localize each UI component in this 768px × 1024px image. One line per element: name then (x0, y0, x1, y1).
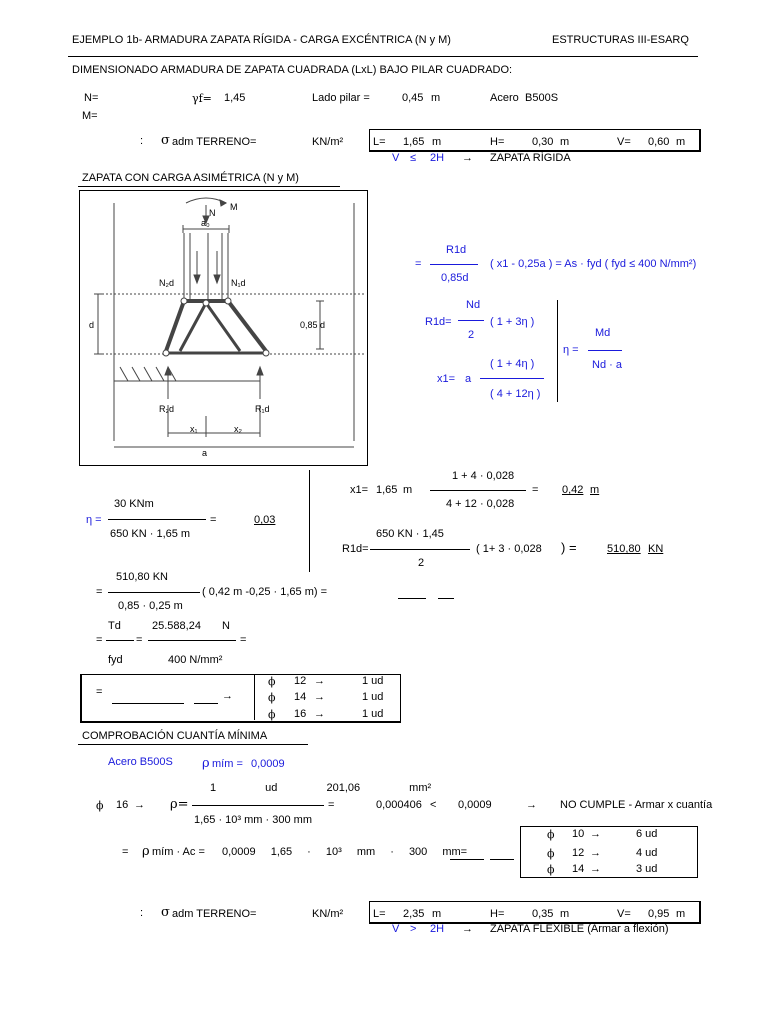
compare-2h: 2H (430, 152, 445, 164)
f4-lhs: η = (563, 344, 579, 356)
r1d-paren: ( 1+ 3 · 0,028 (476, 543, 542, 555)
bars1-arrow-icon: → (222, 690, 233, 702)
h-label: H= (490, 136, 505, 148)
phi-icon: ϕ (268, 708, 276, 721)
as-mid: = (136, 634, 143, 646)
t-result-unit-blank (438, 598, 454, 599)
label-m: M (230, 202, 238, 212)
section-title-min: COMPROBACIÓN CUANTÍA MÍNIMA (82, 730, 268, 742)
as-fraction-bar-a (106, 640, 134, 641)
label-n1d: N₁d (231, 278, 246, 288)
pilar-label: Lado pilar = (312, 92, 370, 104)
sigma-label: adm TERRENO= (172, 136, 257, 148)
x1-fraction-bar (430, 490, 526, 491)
r1d-fraction-bar (370, 549, 470, 550)
f4-num: Md (595, 327, 611, 339)
formula-separator (557, 300, 558, 402)
x1-l: 1,65 (376, 484, 398, 496)
bars1-blank-a (112, 703, 184, 704)
bar-diameter: 10 (572, 828, 585, 840)
x1-lhs: x1= (350, 484, 369, 496)
v-label: V= (617, 136, 631, 148)
ac-label: mím · Ac = (152, 846, 205, 858)
phi-icon: ϕ (547, 828, 555, 841)
phi-icon: ϕ (268, 675, 276, 688)
arrow-icon: → (462, 923, 473, 935)
bar-diameter: 16 (294, 708, 307, 720)
sigma-symbol: σ (161, 905, 170, 920)
rho-eq: ρ= (170, 797, 189, 812)
v-unit: m (676, 908, 686, 920)
compare-v: V (392, 152, 400, 164)
bar-diameter: 14 (572, 863, 585, 875)
section-underline (78, 744, 308, 745)
eta-result: 0,03 (254, 514, 276, 526)
phi-icon: ϕ (96, 799, 104, 812)
r1d-lhs: R1d= (342, 543, 369, 555)
l-unit: m (432, 908, 442, 920)
bar-count: 4 ud (636, 847, 658, 859)
t-fraction-bar (108, 592, 200, 593)
eta-lhs: η = (86, 514, 102, 526)
arrow-icon: → (590, 828, 601, 840)
phi-icon: ϕ (547, 847, 555, 860)
f2-num: Nd (466, 299, 481, 311)
h-value: 0,30 (532, 136, 554, 148)
section-underline (78, 186, 340, 187)
sigma-symbol: σ (161, 133, 170, 148)
bar-diameter: 12 (572, 847, 585, 859)
section-title-asym: ZAPATA CON CARGA ASIMÉTRICA (N y M) (82, 172, 299, 184)
f3-num: ( 1 + 4η ) (490, 358, 535, 370)
label-085d: 0,85 d (300, 320, 326, 330)
eta-den: 650 KN · 1,65 m (110, 528, 191, 540)
bars1-blank-b (194, 703, 218, 704)
l-unit: m (432, 136, 442, 148)
bars-table-1-divider (254, 674, 255, 720)
footing-type: ZAPATA RÍGIDA (490, 152, 571, 164)
f4-den: Nd · a (592, 359, 622, 371)
arrow-icon: → (314, 675, 325, 687)
sigma-unit: KN/m² (312, 136, 344, 148)
bar-count: 1 ud (362, 708, 384, 720)
bar-diameter: 16 (116, 799, 129, 811)
t-eq: = (96, 586, 103, 598)
phi-icon: ϕ (268, 691, 276, 704)
label-x2: x₂ (234, 424, 242, 434)
rho-den: 1,65 · 10³ mm · 300 mm (194, 814, 312, 826)
pilar-unit: m (431, 92, 441, 104)
l-label: L= (373, 136, 386, 148)
bars-table-1 (80, 674, 401, 723)
rho-num: 1 ud 201,06 mm² (210, 782, 432, 794)
f4-fraction-bar (588, 350, 622, 351)
ac-expr: 0,0009 1,65 · 10³ mm · 300 mm= (222, 846, 468, 858)
lt-symbol: < (430, 799, 437, 811)
f2-den: 2 (468, 329, 475, 341)
ac-blank-a (450, 859, 484, 860)
rho-fraction-bar (192, 805, 324, 806)
t-num: 510,80 KN (116, 571, 168, 583)
document-title: EJEMPLO 1b- ARMADURA ZAPATA RÍGIDA - CARGA EXCÉNTRICA (N y M) (72, 34, 451, 46)
r1d-result-unit: KN (648, 543, 664, 555)
f1-eq: = (415, 258, 422, 270)
f1-den: 0,85d (441, 272, 469, 284)
sigma-unit: KN/m² (312, 908, 344, 920)
acero-label: Acero (490, 92, 519, 104)
f1-rest: ( x1 - 0,25a ) = As · fyd ( fyd ≤ 400 N/mm²) (490, 258, 697, 270)
as-num-c: N (222, 620, 230, 632)
bar-count: 3 ud (636, 863, 658, 875)
header-rule (68, 56, 698, 57)
h-label: H= (490, 908, 505, 920)
label-n2d: N₂d (159, 278, 174, 288)
rho-symbol: ρ (142, 844, 150, 859)
bar-count: 1 ud (362, 675, 384, 687)
x1-result-unit: m (590, 484, 600, 496)
x1-num: 1 + 4 · 0,028 (452, 470, 515, 482)
compare-v: V (392, 923, 400, 935)
eta-num: 30 KNm (114, 498, 154, 510)
label-a0: a₀ (201, 218, 210, 228)
t-rest: ( 0,42 m -0,25 · 1,65 m) = (202, 586, 328, 598)
as-den-b: 400 N/mm² (168, 654, 223, 666)
h-value: 0,35 (532, 908, 554, 920)
gamma-label: γf= (192, 92, 212, 105)
truss-diagram (79, 190, 368, 466)
rho-ref: 0,0009 (458, 799, 492, 811)
r1d-result: 510,80 (607, 543, 641, 555)
v-value: 0,60 (648, 136, 670, 148)
h-unit: m (560, 908, 570, 920)
sigma-label: adm TERRENO= (172, 908, 257, 920)
bar-diameter: 14 (294, 691, 307, 703)
x1-unit: m (403, 484, 413, 496)
arrow-icon: → (314, 708, 325, 720)
t-result-blank (398, 598, 426, 599)
x1-eq: = (532, 484, 539, 496)
x1-den: 4 + 12 · 0,028 (446, 498, 515, 510)
l-value: 2,35 (403, 908, 425, 920)
colon: : (140, 907, 144, 919)
r1d-den: 2 (418, 557, 425, 569)
n-label: N= (84, 92, 99, 104)
ac-blank-b (490, 859, 514, 860)
bar-count: 6 ud (636, 828, 658, 840)
label-x1: x₁ (190, 424, 198, 434)
r1d-num: 650 KN · 1,45 (376, 528, 444, 540)
f1-num: R1d (446, 244, 467, 256)
f3-lhs: x1= (437, 373, 456, 385)
rho-value: 0,0009 (251, 758, 285, 770)
rho-label: mím = (212, 758, 243, 770)
eta-fraction-bar (108, 519, 206, 520)
as-num-b: 25.588,24 (152, 620, 201, 632)
acero-value: B500S (525, 92, 559, 104)
bar-count: 1 ud (362, 691, 384, 703)
rho-symbol: ρ (202, 756, 210, 771)
f1-fraction-bar (430, 264, 478, 265)
arrow-icon: → (314, 691, 325, 703)
label-r1d: R₁d (255, 404, 270, 414)
v-unit: m (676, 136, 686, 148)
gamma-value: 1,45 (224, 92, 246, 104)
subtitle: DIMENSIONADO ARMADURA DE ZAPATA CUADRADA (LxL) BAJO PILAR CUADRADO: (72, 64, 513, 76)
x1-result: 0,42 (562, 484, 584, 496)
v-value: 0,95 (648, 908, 670, 920)
as-den-a: fyd (108, 654, 123, 666)
rho-calc-eq: = (328, 799, 335, 811)
footing-type: ZAPATA FLEXIBLE (Armar a flexión) (490, 923, 669, 935)
m-label: M= (82, 110, 98, 122)
v-label: V= (617, 908, 631, 920)
l-label: L= (373, 908, 386, 920)
f2-rest: ( 1 + 3η ) (490, 316, 535, 328)
arrow-icon: → (526, 799, 537, 811)
course-label: ESTRUCTURAS III-ESARQ (552, 34, 689, 46)
calc-separator (309, 470, 310, 572)
as-num-a: Td (108, 620, 121, 632)
compare-op: ≤ (410, 152, 417, 164)
arrow-icon: → (462, 152, 473, 164)
r1d-close: ) = (561, 540, 577, 555)
as-end: = (240, 634, 247, 646)
as-fraction-bar-b (148, 640, 236, 641)
eta-eq: = (210, 514, 217, 526)
bars1-eq: = (96, 686, 103, 698)
label-a: a (202, 448, 208, 458)
bar-diameter: 12 (294, 675, 307, 687)
l-value: 1,65 (403, 136, 425, 148)
arrow-icon: → (590, 863, 601, 875)
arrow-icon: → (134, 799, 145, 811)
t-den: 0,85 · 0,25 m (118, 600, 183, 612)
colon: : (140, 135, 144, 147)
compare-op: > (410, 923, 417, 935)
label-d: d (89, 320, 95, 330)
arrow-icon: → (590, 847, 601, 859)
as-eq: = (96, 634, 103, 646)
ac-eq: = (122, 846, 129, 858)
f2-fraction-bar (458, 320, 484, 321)
f3-a: a (465, 373, 472, 385)
acero-min: Acero B500S (108, 756, 173, 768)
f3-fraction-bar (480, 378, 544, 379)
label-r2d: R₂d (159, 404, 174, 414)
h-unit: m (560, 136, 570, 148)
pilar-value: 0,45 (402, 92, 424, 104)
rho-calc-value: 0,000406 (376, 799, 422, 811)
verdict: NO CUMPLE - Armar x cuantía (560, 799, 713, 811)
label-n: N (209, 208, 216, 218)
phi-icon: ϕ (547, 863, 555, 876)
f3-den: ( 4 + 12η ) (490, 388, 541, 400)
compare-2h: 2H (430, 923, 445, 935)
f2-lhs: R1d= (425, 316, 452, 328)
